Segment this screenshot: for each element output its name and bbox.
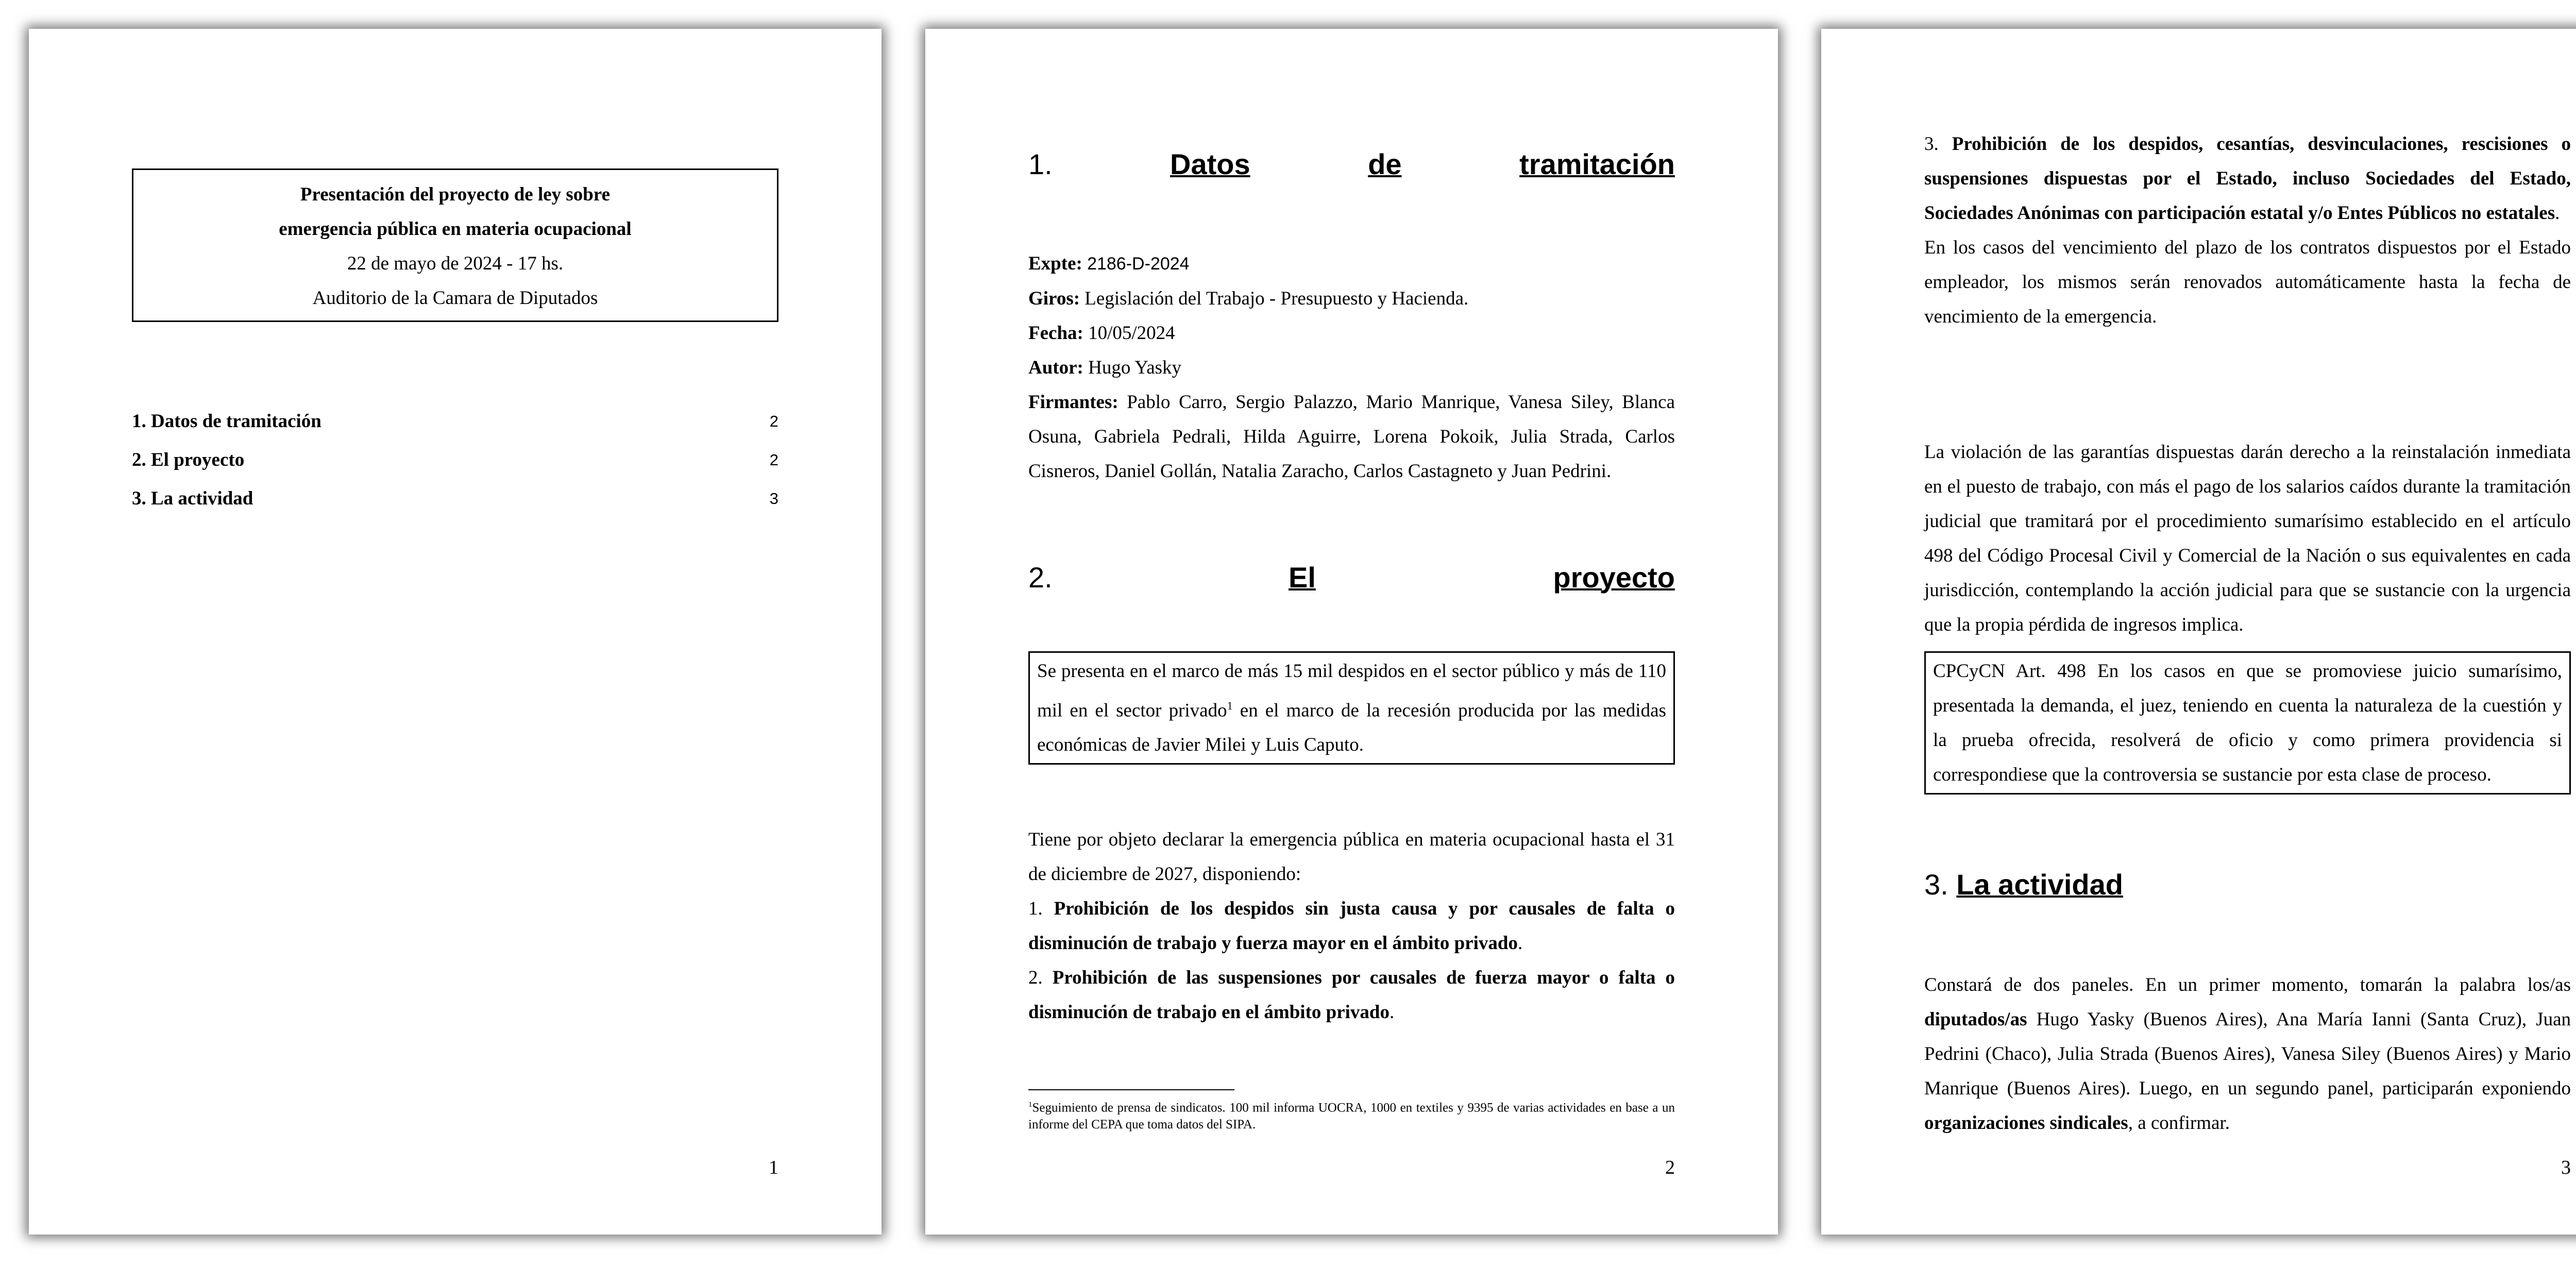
actividad-text: , a confirmar. (2128, 1112, 2230, 1134)
item-3-block (1924, 127, 2571, 334)
toc-label[interactable]: 1. Datos de tramitación (132, 411, 321, 432)
expte-row (1028, 246, 1675, 281)
item-number: 1. (1028, 898, 1054, 919)
title-word: de (1368, 148, 1402, 180)
date-line: 22 de mayo de 2024 - 17 hs. (347, 253, 564, 274)
objeto-text: Tiene por objeto declarar la emergencia pública en materia ocupacional hasta el 31 de diciembre de 2027, disponiendo: (1028, 829, 1675, 885)
fecha-value: 10/05/2024 (1088, 323, 1175, 344)
context-box (1028, 651, 1675, 765)
violacion-paragraph: La violación de las garantías dispuestas darán derecho a la reinstalación inmediata en el puesto de trabajo, con más el pago de los salarios caídos durante la tramitación judicial que tramitará por el procedimiento sumarísimo establecido en el artículo 498 del Código Procesal Civil y Comercial de la Nación o sus equivalentes en cada jurisdicción, contemplando la acción judicial para que se sustancie con la urgencia que la propia pérdida de ingresos implica. (1924, 442, 2571, 635)
item-bold: Prohibición de los despidos sin justa causa y por causales de falta o disminución de trabajo y fuerza mayor en el ámbito privado (1028, 898, 1675, 954)
page-3 (1821, 29, 2576, 1235)
title-word: El (1289, 561, 1316, 594)
section-number: 2. (1028, 561, 1053, 594)
footnote-ref[interactable]: 1 (1227, 699, 1233, 712)
page-number: 3 (2561, 1157, 2571, 1178)
page-2 (925, 29, 1778, 1235)
firmantes-row (1028, 385, 1675, 488)
item-2 (1028, 960, 1675, 1029)
item-end: . (2555, 202, 2560, 224)
place-line: Auditorio de la Camara de Diputados (312, 288, 598, 309)
item-1 (1028, 891, 1675, 960)
toc-label[interactable]: 3. La actividad (132, 488, 253, 509)
title-word: Datos (1170, 148, 1250, 180)
giros-value: Legislación del Trabajo - Presupuesto y Hacienda. (1084, 288, 1469, 309)
context-text-cont: en el marco de la recesión producida por las medidas económicas de Javier Milei y Luis Caputo. (1037, 700, 1666, 756)
tramitacion-data (1028, 246, 1675, 488)
section-heading-2 (1028, 561, 1675, 597)
autor-label: Autor: (1028, 357, 1083, 378)
section-heading-3 (1924, 868, 2571, 904)
firmantes-label: Firmantes: (1028, 392, 1118, 413)
footnote-text: Seguimiento de prensa de sindicatos. 100 mil informa UOCRA, 1000 en textiles y 9395 de varias actividades en base a un informe del CEPA que toma datos del SIPA. (1028, 1101, 1675, 1132)
title-word: tramitación (1519, 148, 1675, 180)
item-3 (1924, 127, 2571, 230)
expte-value: 2186-D-2024 (1087, 254, 1190, 274)
item-bold: Prohibición de las suspensiones por causales de fuerza mayor o falta o disminución de trabajo en el ámbito privado (1028, 967, 1675, 1023)
actividad-bold: organizaciones sindicales (1924, 1112, 2128, 1134)
page-number: 1 (769, 1157, 778, 1178)
footnote-mark: 1 (1028, 1101, 1032, 1109)
toc-page: 2 (769, 451, 778, 469)
section-number: 1. (1028, 148, 1053, 180)
giros-row (1028, 281, 1675, 316)
objeto-paragraph (1028, 822, 1675, 1029)
item-number: 2. (1028, 967, 1053, 988)
section-title: La actividad (1956, 868, 2123, 901)
section-heading-1 (1028, 147, 1675, 183)
page-1 (29, 29, 882, 1235)
expte-label: Expte: (1028, 253, 1082, 274)
vencimiento-text: En los casos del vencimiento del plazo de los contratos dispuestos por el Estado empleador, los mismos serán renovados automáticamente hasta la fecha de vencimiento de la emergencia. (1924, 237, 2571, 327)
section-number: 3. (1924, 868, 1948, 901)
context-text: Se presenta en el marco de más 15 mil despidos en el sector público y más de 110 mil en el sector privado (1037, 661, 1666, 721)
toc-page: 2 (769, 412, 778, 430)
footnote (1028, 1096, 1675, 1133)
toc-label[interactable]: 2. El proyecto (132, 449, 245, 470)
actividad-text: Constará de dos paneles. En un primer momento, tomarán la palabra los/as (1924, 974, 2571, 995)
fecha-label: Fecha: (1028, 323, 1083, 344)
actividad-bold: diputados/as (1924, 1009, 2027, 1030)
giros-label: Giros: (1028, 288, 1080, 309)
page-number: 2 (1665, 1157, 1675, 1178)
item-end: . (1518, 933, 1523, 954)
section-title (1289, 561, 1675, 594)
cpccn-box: CPCyCN Art. 498 En los casos en que se promoviese juicio sumarísimo, presentada la demanda, el juez, teniendo en cuenta la naturaleza de la cuestión y la prueba ofrecida, resolverá de oficio y como primera providencia si correspondiese que la controversia se sustancie por esta clase de proceso. (1924, 651, 2571, 795)
title-line-2: emergencia pública en materia ocupacional (279, 218, 632, 240)
firmantes-value: Pablo Carro, Sergio Palazzo, Mario Manrique, Vanesa Siley, Blanca Osuna, Gabriela Pedrali, Hilda Aguirre, Lorena Pokoik, Julia Strada, Carlos Cisneros, Daniel Gollán, Natalia Zaracho, Carlos Castagneto y Juan Pedrini. (1028, 392, 1675, 482)
toc-page: 3 (769, 489, 778, 508)
item-end: . (1389, 1002, 1395, 1023)
section-title (1170, 147, 1675, 181)
item-number: 3. (1924, 133, 1952, 155)
autor-value: Hugo Yasky (1088, 357, 1182, 378)
title-line-1: Presentación del proyecto de ley sobre (300, 184, 611, 205)
autor-row (1028, 350, 1675, 385)
item-bold: Prohibición de los despidos, cesantías, desvinculaciones, rescisiones o suspensiones dispuestas por el Estado, incluso Sociedades del Estado, Sociedades Anónimas con participación estatal y/o Entes Públicos no estatales (1924, 133, 2571, 224)
footnote-rule (1028, 1089, 1234, 1090)
title-word: proyecto (1553, 561, 1675, 594)
fecha-row (1028, 316, 1675, 350)
actividad-text: Hugo Yasky (Buenos Aires), Ana María Ianni (Santa Cruz), Juan Pedrini (Chaco), Julia Strada (Buenos Aires), Vanesa Siley (Buenos Aires) y Mario Manrique (Buenos Aires). Luego, en un segundo panel, participarán exponiendo (1924, 1009, 2571, 1099)
actividad-paragraph (1924, 968, 2571, 1140)
title-box (132, 168, 778, 322)
